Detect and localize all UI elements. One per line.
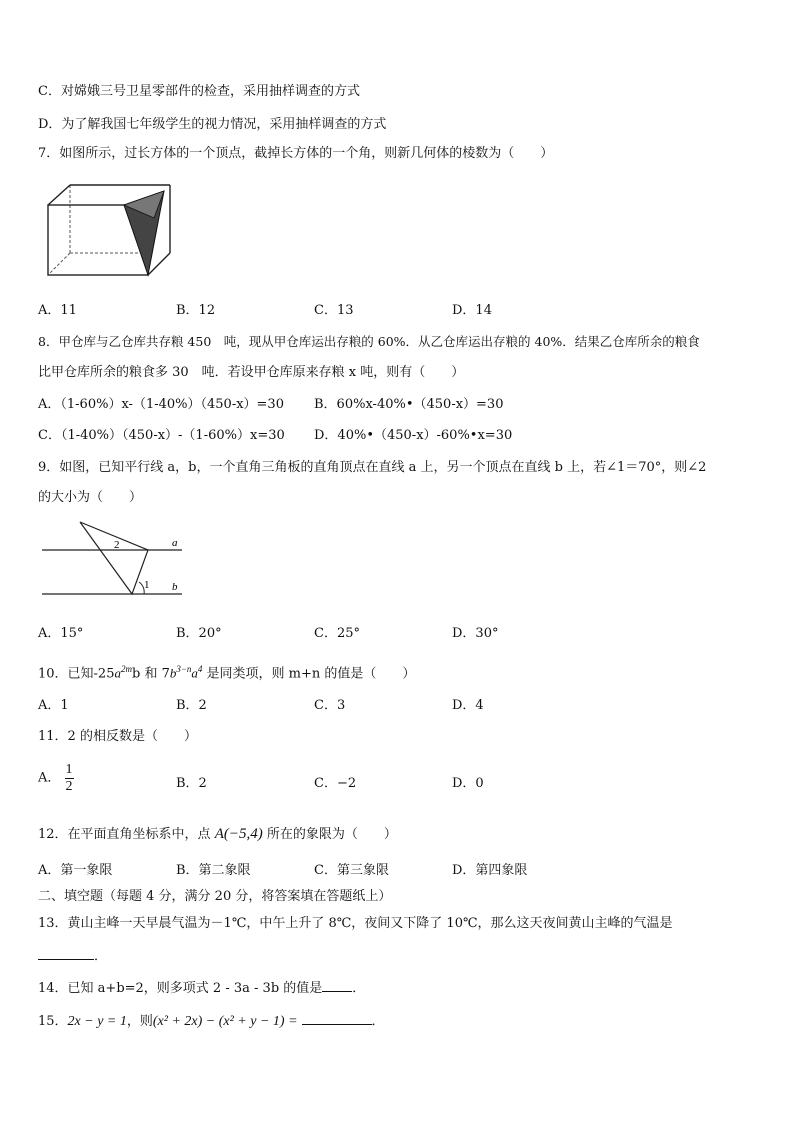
q10-term1-base: a bbox=[114, 665, 121, 681]
q11-option-a-fraction bbox=[65, 762, 74, 795]
q7-option-d: D．14 bbox=[452, 303, 492, 318]
q11-option-d: D．0 bbox=[452, 776, 484, 791]
q12-stem bbox=[38, 825, 397, 844]
q10-term1-tail: b 和 7 bbox=[131, 666, 170, 682]
q12-option-a: A．第一象限 bbox=[38, 863, 113, 878]
q9-angle-1-label: 1 bbox=[144, 579, 150, 591]
q11-option-a-label: A． bbox=[38, 770, 61, 786]
q8-option-d: D．40%•（450-x）-60%•x=30 bbox=[314, 428, 513, 443]
q14-stem bbox=[38, 979, 365, 998]
q15-expression: (x² + 2x) − (x² + y − 1) = bbox=[152, 1014, 298, 1029]
q7-option-a: A．11 bbox=[38, 303, 77, 318]
q7-option-b: B．12 bbox=[176, 303, 216, 318]
q9-stem-line2: 的大小为（ ） bbox=[38, 490, 143, 505]
q12-option-d: D．第四象限 bbox=[452, 863, 528, 878]
q12-point: A(−5,4) bbox=[214, 826, 263, 842]
q8-option-a: A．（1-60%）x-（1-40%）（450-x）=30 bbox=[38, 397, 284, 412]
q8-stem-line1: 8．甲仓库与乙仓库共存粮 450 吨，现从甲仓库运出存粮的 60%．从乙仓库运出存粮的 40%．结果乙仓库所余的粮食 bbox=[38, 334, 700, 349]
q10-option-b: B．2 bbox=[176, 698, 207, 713]
q12-stem-pre: 12．在平面直角坐标系中，点 bbox=[38, 827, 215, 842]
q10-stem bbox=[38, 660, 415, 683]
q7-cuboid-figure bbox=[44, 183, 174, 278]
q12-option-c: C．第三象限 bbox=[314, 863, 389, 878]
q10-term2-base2: a bbox=[191, 665, 198, 681]
q13-stem: 13．黄山主峰一天早晨气温为－1℃，中午上升了 8℃，夜间又下降了 10℃，那么这天夜间黄山主峰的气温是 bbox=[38, 916, 673, 931]
q11-fraction-numerator: 1 bbox=[65, 762, 73, 777]
q10-option-c: C．3 bbox=[314, 698, 346, 713]
q15-answer-blank[interactable] bbox=[302, 1012, 372, 1025]
q15-stem bbox=[38, 1012, 385, 1031]
q9-option-c: C．25° bbox=[314, 626, 360, 641]
q9-option-d: D．30° bbox=[452, 626, 499, 641]
q7-option-c: C．13 bbox=[314, 303, 354, 318]
q11-option-c: C．−2 bbox=[314, 776, 357, 791]
q12-stem-post: 所在的象限为（ ） bbox=[262, 827, 397, 842]
q6-option-c: C．对嫦娥三号卫星零部件的检查，采用抽样调查的方式 bbox=[38, 84, 360, 99]
q9-stem-line1: 9．如图，已知平行线 a，b，一个直角三角板的直角顶点在直线 a 上，另一个顶点在直线 b 上，若∠1＝70°，则∠2 bbox=[38, 460, 707, 475]
q9-option-b: B．20° bbox=[176, 626, 222, 641]
q11-fraction-denominator: 2 bbox=[65, 779, 73, 794]
q13-end: ． bbox=[94, 949, 108, 964]
q15-mid: ，则 bbox=[126, 1014, 153, 1029]
q10-term2-base: b bbox=[169, 665, 177, 681]
q6-option-d: D．为了解我国七年级学生的视力情况，采用抽样调查的方式 bbox=[38, 117, 387, 132]
q11-option-a bbox=[38, 762, 74, 795]
q8-option-b: B．60%x-40%•（450-x）=30 bbox=[314, 397, 504, 412]
q14-stem-pre: 14．已知 a+b=2，则多项式 2 - 3a - 3b 的值是 bbox=[38, 981, 323, 996]
q10-stem-pre: 10．已知-25 bbox=[38, 666, 115, 682]
q14-end: ． bbox=[352, 981, 366, 996]
q10-term1-exp: 2m bbox=[120, 664, 132, 674]
q11-stem: 11．2 的相反数是（ ） bbox=[38, 729, 197, 744]
q8-option-c: C．（1-40%）（450-x）-（1-60%）x=30 bbox=[38, 428, 285, 443]
q15-end: ． bbox=[371, 1014, 385, 1029]
q10-term2-exp2: 4 bbox=[197, 664, 203, 674]
q13-answer-blank[interactable] bbox=[38, 947, 94, 960]
q10-option-d: D．4 bbox=[452, 698, 484, 713]
q14-answer-blank[interactable] bbox=[322, 979, 352, 992]
q9-parallel-lines-figure bbox=[40, 520, 190, 600]
q10-stem-post: 是同类项，则 m+n 的值是（ ） bbox=[202, 666, 416, 682]
q9-option-a: A．15° bbox=[38, 626, 84, 641]
q8-stem-line2: 比甲仓库所余的粮食多 30 吨．若设甲仓库原来存粮 x 吨，则有（ ） bbox=[38, 365, 465, 380]
q13-answer-line bbox=[38, 947, 107, 966]
q10-term2-exp: 3−n bbox=[176, 664, 192, 674]
q9-line-a-label: a bbox=[172, 537, 178, 549]
q12-option-b: B．第二象限 bbox=[176, 863, 251, 878]
q15-given-equation: 2x − y = 1 bbox=[67, 1014, 127, 1029]
q15-number: 15． bbox=[38, 1014, 68, 1029]
q11-option-b: B．2 bbox=[176, 776, 207, 791]
q9-line-b-label: b bbox=[172, 581, 178, 593]
q10-option-a: A．1 bbox=[38, 698, 69, 713]
section-2-heading: 二、填空题（每题 4 分，满分 20 分，将答案填在答题纸上） bbox=[38, 889, 392, 904]
q7-stem: 7．如图所示，过长方体的一个顶点，截掉长方体的一个角，则新几何体的棱数为（ ） bbox=[38, 146, 554, 161]
q9-angle-2-label: 2 bbox=[114, 539, 120, 551]
